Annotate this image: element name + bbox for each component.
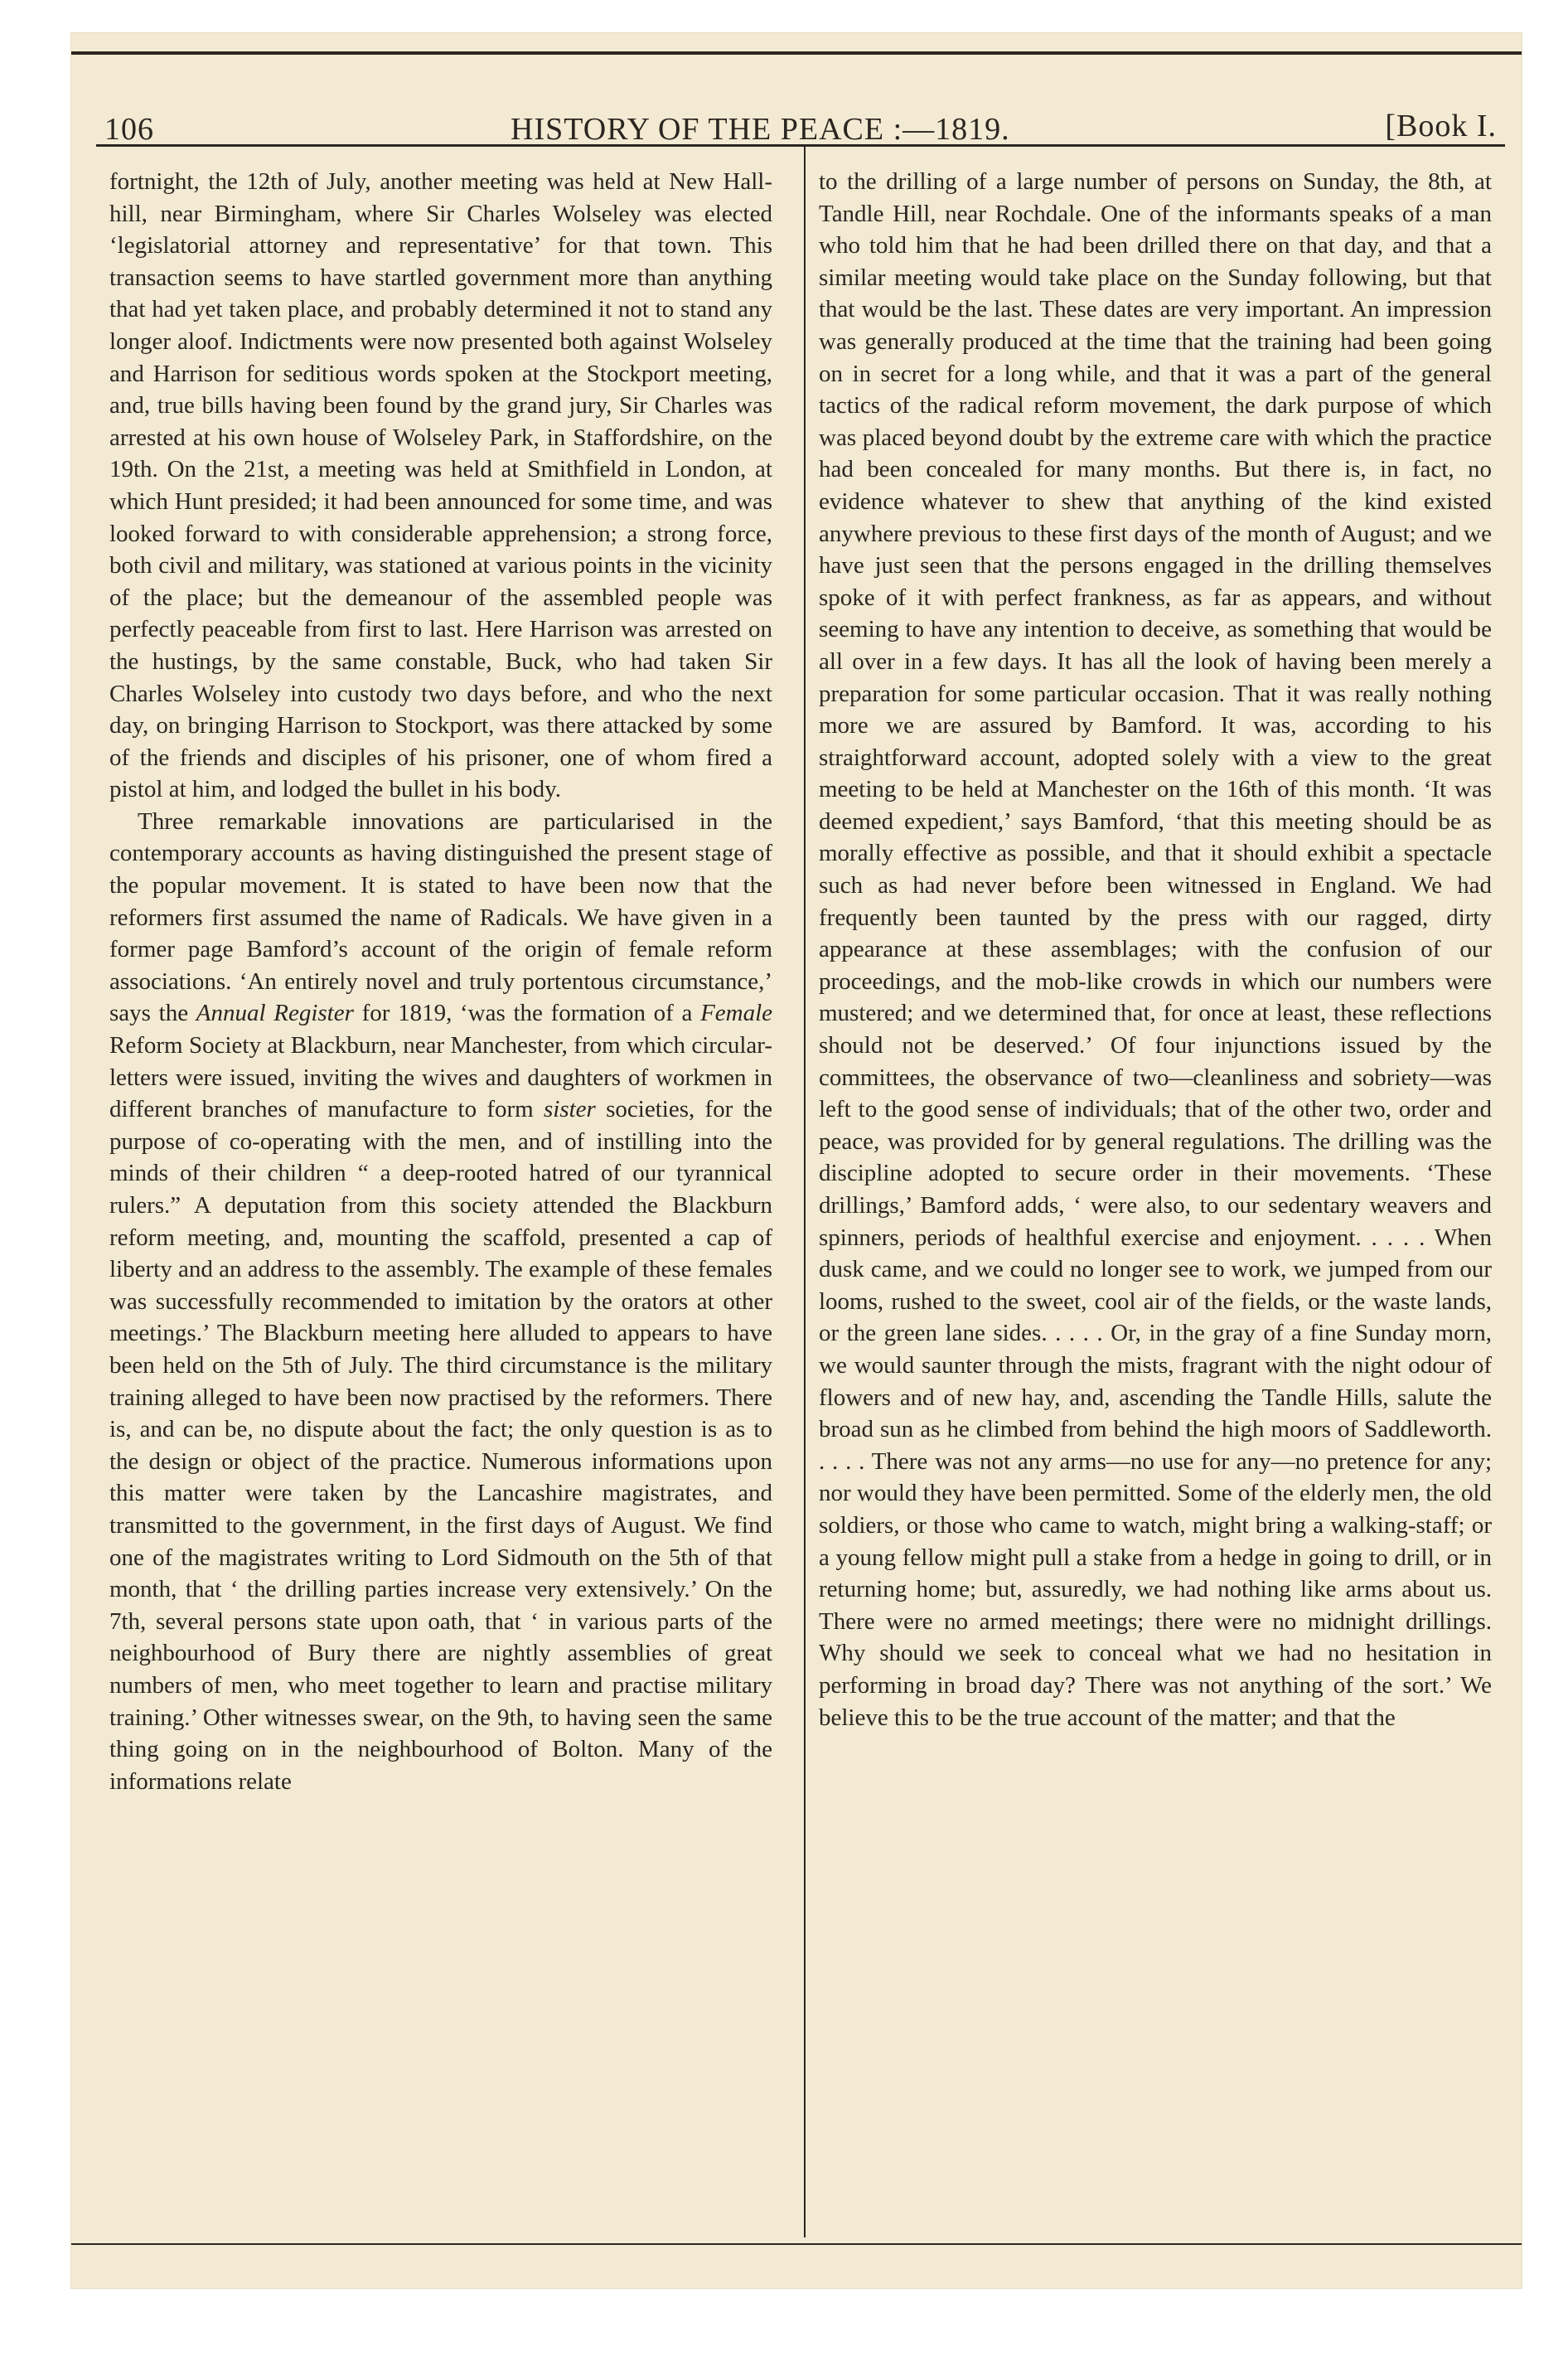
italic-word: sister [544,1096,596,1123]
running-header [71,68,1522,147]
page-number: 106 [104,112,154,147]
text-run: societies, for the purpose of co-operating with the men, and of instilling into the minds of their children “ a deep-rooted hatred of our tyrannical rulers.” A deputation from this society attended the Blackburn reform meeting, and, mounting the scaffold, presented a cap of liberty and an address to the assembly. The example of these females was successfully recommended to imitation by the orators at other meetings.’ The Blackburn meeting here alluded to appears to have been held on the 5th of July. The third circumstance is the military training alleged to have been now practised by the reformers. There is, and can be, no dispute about the fact; the only question is as to the design or object of the practice. Numerous informations upon this matter were taken by the Lancashire magistrates, and transmitted to the government, in the first days of August. We find one of the magistrates writing to Lord Sidmouth on the 5th of that month, that ‘ the drilling parties increase very extensively.’ On the 7th, several persons state upon oath, that ‘ in various parts of the neighbourhood of Bury there are nightly assemblies of great numbers of men, who meet together to learn and practise military training.’ Other witnesses swear, on the 9th, to having seen the same thing going on in the neighbourhood of Bolton. Many of the informations relate [109,1096,773,1795]
header-rule [96,144,1505,147]
text-run: for 1819, ‘was the formation of a [361,1000,693,1027]
book-page [71,33,1522,2288]
running-title: HISTORY OF THE PEACE :—1819. [511,112,1010,147]
column-divider [804,144,806,2237]
italic-word: Female [700,1000,773,1027]
left-column [109,166,772,1797]
paragraph [109,806,772,1797]
right-column [819,166,1492,1733]
top-rule [71,51,1522,55]
italic-title: Annual Register [196,1000,354,1027]
text-run: Reform Society at Blackburn, near Manchester, from which circular-letters were issued, inviting the wives and daughters of workmen in different branches of manufacture to form [109,1032,772,1123]
book-label: [Book I. [1385,109,1497,143]
paragraph: fortnight, the 12th of July, another meeting was held at New Hall-hill, near Birmingham, where Sir Charles Wolseley was elected ‘legislatorial attorney and representative’ for that town. This transaction seems to have startled government more than anything that had yet taken place, and probably determined it not to stand any longer aloof. Indictments were now presented both against Wolseley and Harrison for seditious words spoken at the Stockport meeting, and, true bills having been found by the grand jury, Sir Charles was arrested at his own house of Wolseley Park, in Staffordshire, on the 19th. On the 21st, a meeting was held at Smithfield in London, at which Hunt presided; it had been announced for some time, and was looked forward to with considerable apprehension; a strong force, both civil and military, was stationed at various points in the vicinity of the place; but the demeanour of the assembled people was perfectly peaceable from first to last. Here Harrison was arrested on the hustings, by the same constable, Buck, who had taken Sir Charles Wolseley into custody two days before, and who the next day, on bringing Harrison to Stockport, was there attacked by some of the friends and disciples of his prisoner, one of whom fired a pistol at him, and lodged the bullet in his body. [109,168,772,803]
paragraph: to the drilling of a large number of persons on Sunday, the 8th, at Tandle Hill, near Rochdale. One of the informants speaks of a man who told him that he had been drilled there on that day, and that a similar meeting would take place on the Sunday following, but that that would be the last. These dates are very important. An impression was generally produced at the time that the training had been going on in secret for a long while, and that it was a part of the general tactics of the radical reform movement, the dark purpose of which was placed beyond doubt by the extreme care with which the practice had been concealed for many months. But there is, in fact, no evidence whatever to shew that anything of the kind existed anywhere previous to these first days of the month of August; and we have just seen that the persons engaged in the drilling themselves spoke of it with perfect frankness, as far as appears, and without seeming to have any intention to deceive, as something that would be all over in a few days. It has all the look of having been merely a preparation for some particular occasion. That it was really nothing more we are assured by Bamford. It was, according to his straightforward account, adopted solely with a view to the great meeting to be held at Manchester on the 16th of this month. ‘It was deemed expedient,’ says Bamford, ‘that this meeting should be as morally effective as possible, and that it should exhibit a spectacle such as had never before been witnessed in England. We had frequently been taunted by the press with our ragged, dirty appearance at these assemblages; with the confusion of our proceedings, and the mob-like crowds in which our numbers were mustered; and we determined that, for once at least, these reflections should not be deserved.’ Of four injunctions issued by the committees, the observance of two—cleanliness and sobriety—was left to the good sense of individuals; that of the other two, order and peace, was provided for by general regulations. The drilling was the discipline adopted to secure order in their movements. ‘These drillings,’ Bamford adds, ‘ were also, to our sedentary weavers and spinners, periods of healthful exercise and enjoyment. . . . . When dusk came, and we could no longer see to work, we jumped from our looms, rushed to the sweet, cool air of the fields, or the waste lands, or the green lane sides. . . . . Or, in the gray of a fine Sunday morn, we would saunter through the mists, fragrant with the night odour of flowers and of new hay, and, ascending the Tandle Hills, salute the broad sun as he climbed from behind the high moors of Saddleworth. . . . . There was not any arms—no use for any—no pretence for any; nor would they have been permitted. Some of the elderly men, the old soldiers, or those who came to watch, might bring a walking-staff; or a young fellow might pull a stake from a hedge in going to drill, or in returning home; but, assuredly, we had nothing like arms about us. There were no armed meetings; there were no midnight drillings. Why should we seek to conceal what we had no hesitation in performing in broad day? There was not anything of the sort.’ We believe this to be the true account of the matter; and that the [819,168,1492,1731]
text-run: Three remarkable innovations are particularised in the contemporary accounts as having distinguished the present stage of the popular movement. It is stated to have been now that the reformers first assumed the name of Radicals. We have given in a former page Bamford’s account of the origin of female reform associations. ‘An entirely novel and truly portentous circumstance,’ says the [109,807,772,1027]
bottom-rule [71,2243,1522,2245]
